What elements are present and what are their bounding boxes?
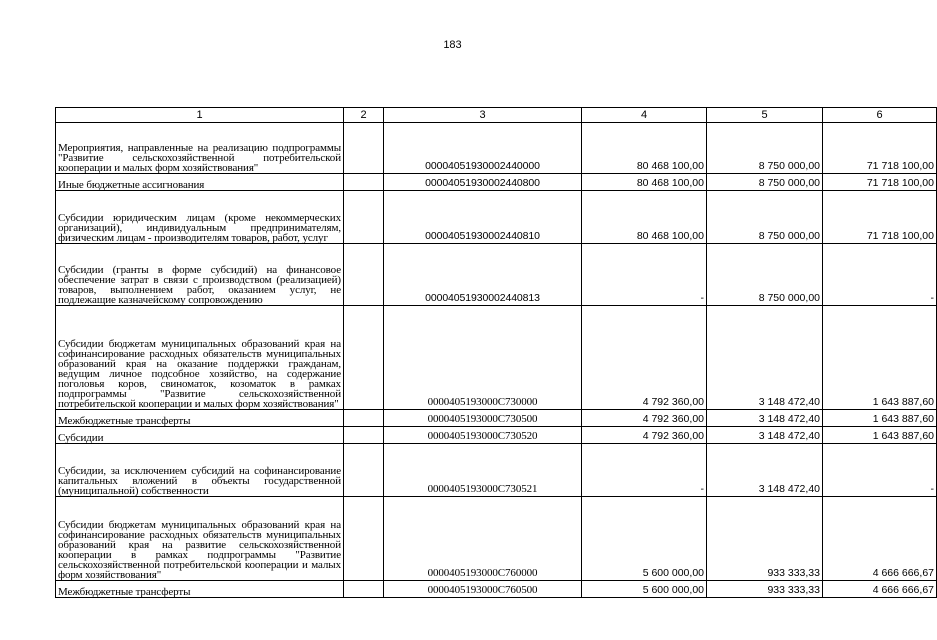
row-value-5: 3 148 472,40 [707,427,823,444]
table-row [56,427,937,444]
column-header-3: 3 [384,108,582,123]
row-code: 00004051930002440000 [384,123,582,174]
row-value-4: - [582,244,707,306]
row-col2 [344,410,384,427]
row-col2 [344,174,384,191]
row-code: 0000405193000С730500 [384,410,582,427]
table-row [56,410,937,427]
row-value-6: - [823,444,937,497]
row-value-4: 4 792 360,00 [582,306,707,410]
row-value-6: 1 643 887,60 [823,427,937,444]
row-value-4: 80 468 100,00 [582,123,707,174]
row-col2 [344,497,384,581]
row-value-5: 8 750 000,00 [707,123,823,174]
row-value-6: - [823,244,937,306]
row-value-4: 80 468 100,00 [582,174,707,191]
table-row [56,497,937,581]
row-value-5: 8 750 000,00 [707,244,823,306]
row-col2 [344,444,384,497]
column-header-6: 6 [823,108,937,123]
column-header-1: 1 [56,108,344,123]
row-name: Субсидии бюджетам муниципальных образований края на софинансирование расходных обязательств муниципальных образований края на развитие сельскохозяйственной кооперации в рамках подпрограммы "Развитие сельскохозяйственной потребительской кооперации и малых форм хозяйствования" [56,497,344,581]
row-col2 [344,306,384,410]
row-value-5: 933 333,33 [707,581,823,598]
row-value-4: 4 792 360,00 [582,427,707,444]
budget-table [55,107,937,598]
column-header-5: 5 [707,108,823,123]
row-name: Субсидии [56,427,344,444]
row-value-5: 3 148 472,40 [707,306,823,410]
row-value-4: - [582,444,707,497]
row-name: Межбюджетные трансферты [56,581,344,598]
table-row [56,191,937,244]
table-row [56,244,937,306]
row-value-5: 3 148 472,40 [707,444,823,497]
row-col2 [344,191,384,244]
row-code: 0000405193000С760500 [384,581,582,598]
row-value-4: 80 468 100,00 [582,191,707,244]
row-value-4: 5 600 000,00 [582,497,707,581]
row-name: Субсидии (гранты в форме субсидий) на финансовое обеспечение затрат в связи с производством (реализацией) товаров, выполнением работ, оказанием услуг, не подлежащие казначейскому сопровождению [56,244,344,306]
page-number: 183 [443,39,462,51]
row-code: 00004051930002440800 [384,174,582,191]
row-name: Межбюджетные трансферты [56,410,344,427]
row-code: 00004051930002440813 [384,244,582,306]
row-name: Мероприятия, направленные на реализацию подпрограммы "Развитие сельскохозяйственной потребительской кооперации и малых форм хозяйствования" [56,123,344,174]
column-header-4: 4 [582,108,707,123]
row-value-5: 3 148 472,40 [707,410,823,427]
column-header-2: 2 [344,108,384,123]
row-value-6: 1 643 887,60 [823,410,937,427]
row-value-6: 71 718 100,00 [823,191,937,244]
table-row [56,581,937,598]
table-row [56,444,937,497]
row-value-5: 8 750 000,00 [707,191,823,244]
row-value-4: 5 600 000,00 [582,581,707,598]
row-value-6: 1 643 887,60 [823,306,937,410]
row-value-5: 933 333,33 [707,497,823,581]
row-code: 0000405193000С730520 [384,427,582,444]
row-name: Иные бюджетные ассигнования [56,174,344,191]
row-col2 [344,581,384,598]
row-value-6: 71 718 100,00 [823,123,937,174]
row-code: 00004051930002440810 [384,191,582,244]
row-value-4: 4 792 360,00 [582,410,707,427]
table-row [56,174,937,191]
row-code: 0000405193000С760000 [384,497,582,581]
row-code: 0000405193000С730000 [384,306,582,410]
row-code: 0000405193000С730521 [384,444,582,497]
row-col2 [344,123,384,174]
row-col2 [344,244,384,306]
row-name: Субсидии, за исключением субсидий на софинансирование капитальных вложений в объекты государственной (муниципальной) собственности [56,444,344,497]
row-value-6: 4 666 666,67 [823,497,937,581]
row-name: Субсидии бюджетам муниципальных образований края на софинансирование расходных обязательств муниципальных образований края на оказание поддержки гражданам, ведущим личное подсобное хозяйство, на содержание поголовья коров, свиноматок, козоматок в рамках подпрограммы "Развитие сельскохозяйственной потребительской кооперации и малых форм хозяйствования" [56,306,344,410]
table-header-row [56,108,937,123]
table-row [56,123,937,174]
row-col2 [344,427,384,444]
row-value-6: 4 666 666,67 [823,581,937,598]
row-name: Субсидии юридическим лицам (кроме некоммерческих организаций), индивидуальным предпринимателям, физическим лицам - производителям товаров, работ, услуг [56,191,344,244]
table-row [56,306,937,410]
row-value-6: 71 718 100,00 [823,174,937,191]
row-value-5: 8 750 000,00 [707,174,823,191]
